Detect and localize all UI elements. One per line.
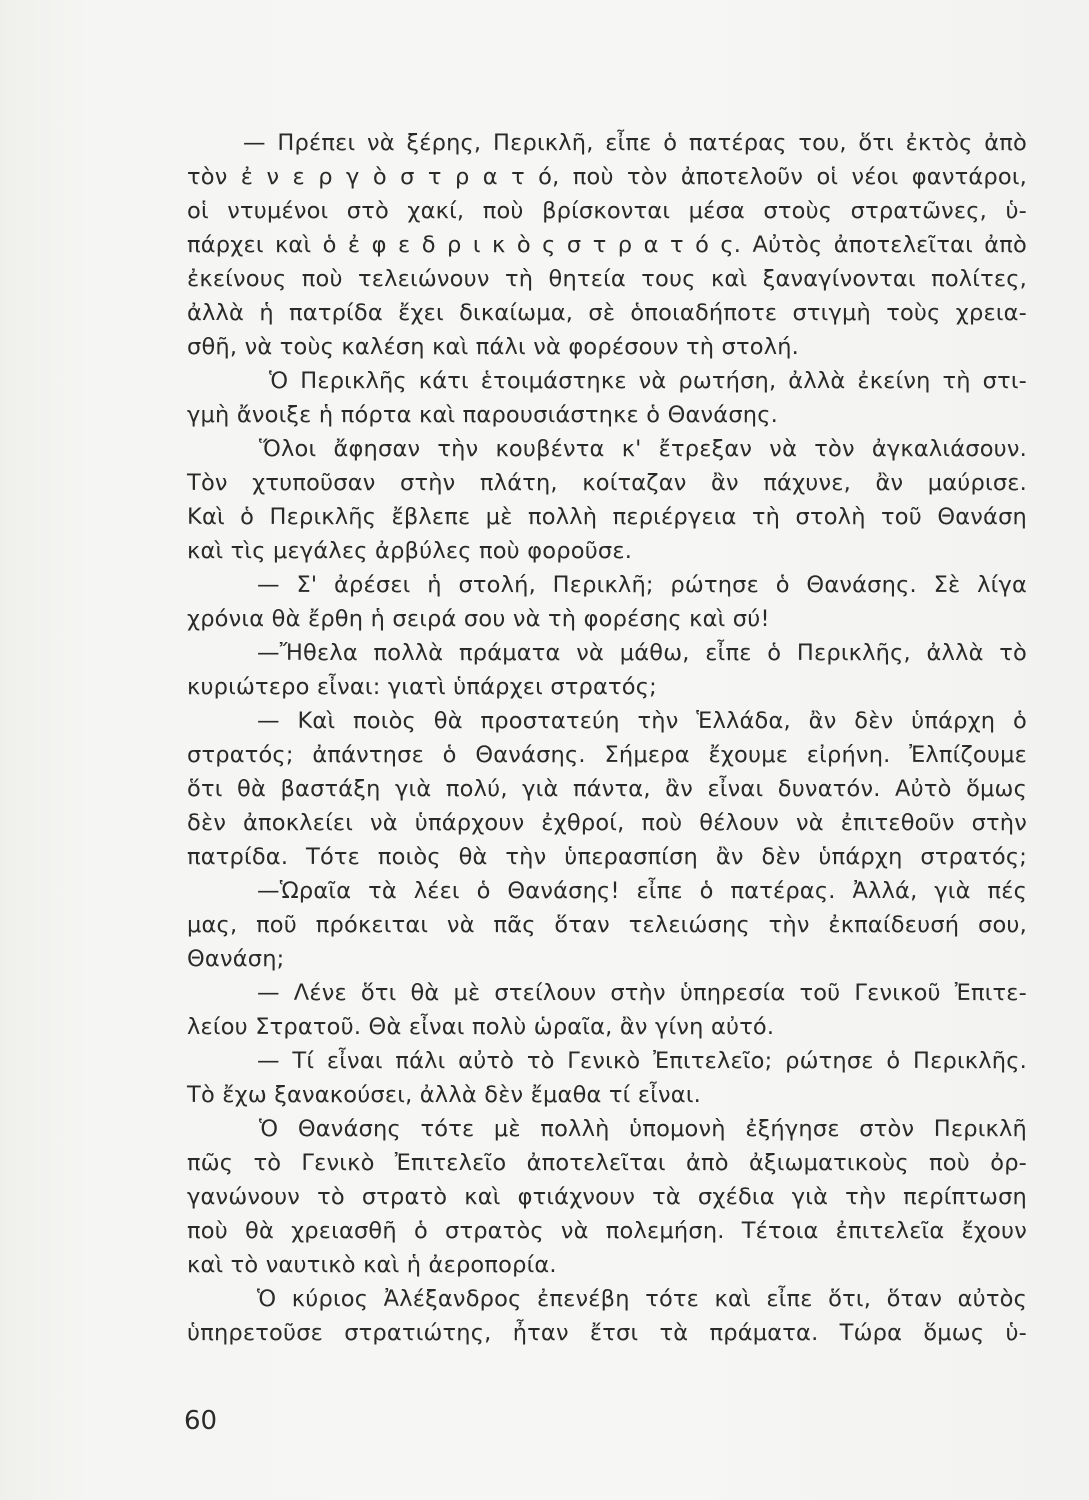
text-line: — Τί εἶναι πάλι αὐτὸ τὸ Γενικὸ Ἐπιτελεῖο; ρώτησε ὁ Περικλῆς. (257, 1048, 1027, 1074)
text-line: — Πρέπει νὰ ξέρης, Περικλῆ, εἶπε ὁ πατέρας του, ὅτι ἐκτὸς ἀπὸ (243, 130, 1027, 156)
text-line: Ὅλοι ἄφησαν τὴν κουβέντα κ' ἔτρεξαν νὰ τὸν ἀγκαλιάσουν. (259, 436, 1027, 462)
text-line: — Λένε ὅτι θὰ μὲ στείλουν στὴν ὑπηρεσία τοῦ Γενικοῦ Ἐπιτε- (257, 980, 1027, 1006)
text-line: καὶ τὸ ναυτικὸ καὶ ἡ ἀεροπορία. (187, 1252, 557, 1278)
text-line: ποὺ θὰ χρειασθῆ ὁ στρατὸς νὰ πολεμήση. Τέτοια ἐπιτελεῖα ἔχουν (187, 1218, 1027, 1244)
text-line: Τὸν χτυποῦσαν στὴν πλάτη, κοίταζαν ἂν πάχυνε, ἂν μαύρισε. (187, 470, 1027, 496)
text-line: κυριώτερο εἶναι: γιατὶ ὑπάρχει στρατός; (187, 674, 657, 700)
text-line: Ὁ Θανάσης τότε μὲ πολλὴ ὑπομονὴ ἐξήγησε στὸν Περικλῆ (259, 1116, 1027, 1142)
text-line: γμὴ ἄνοιξε ἡ πόρτα καὶ παρουσιάστηκε ὁ Θανάσης. (187, 402, 779, 428)
text-line: πατρίδα. Τότε ποιὸς θὰ τὴν ὑπερασπίση ἂν δὲν ὑπάρχη στρατός; (187, 844, 1027, 870)
text-line: —Ἤθελα πολλὰ πράματα νὰ μάθω, εἶπε ὁ Περικλῆς, ἀλλὰ τὸ (257, 640, 1027, 666)
text-line: γανώνουν τὸ στρατὸ καὶ φτιάχνουν τὰ σχέδια γιὰ τὴν περίπτωση (187, 1184, 1027, 1210)
text-line: πῶς τὸ Γενικὸ Ἐπιτελεῖο ἀποτελεῖται ἀπὸ ἀξιωματικοὺς ποὺ ὀρ- (187, 1150, 1027, 1176)
text-line: — Καὶ ποιὸς θὰ προστατεύη τὴν Ἑλλάδα, ἂν δὲν ὑπάρχη ὁ (257, 708, 1027, 734)
text-line: ἐκείνους ποὺ τελειώνουν τὴ θητεία τους καὶ ξαναγίνονται πολίτες, (187, 266, 1027, 292)
text-line: ὅτι θὰ βαστάξη γιὰ πολύ, γιὰ πάντα, ἂν εἶναι δυνατόν. Αὐτὸ ὅμως (187, 776, 1027, 802)
text-line: λείου Στρατοῦ. Θὰ εἶναι πολὺ ὡραῖα, ἂν γίνη αὐτό. (187, 1014, 775, 1040)
text-line: Θανάση; (187, 946, 285, 972)
text-line: μας, ποῦ πρόκειται νὰ πᾶς ὅταν τελειώσης τὴν ἐκπαίδευσή σου, (187, 912, 1027, 938)
text-line: ἀλλὰ ἡ πατρίδα ἔχει δικαίωμα, σὲ ὁποιαδήποτε στιγμὴ τοὺς χρεια- (187, 300, 1027, 326)
text-line: οἱ ντυμένοι στὸ χακί, ποὺ βρίσκονται μέσα στοὺς στρατῶνες, ὑ- (187, 198, 1027, 224)
text-line: στρατός; ἀπάντησε ὁ Θανάσης. Σήμερα ἔχουμε εἰρήνη. Ἐλπίζουμε (187, 742, 1027, 768)
text-line: Ὁ κύριος Ἀλέξανδρος ἐπενέβη τότε καὶ εἶπε ὅτι, ὅταν αὐτὸς (257, 1286, 1027, 1312)
text-line: τὸν ἐ ν ε ρ γ ὸ σ τ ρ α τ ό, ποὺ τὸν ἀποτελοῦν οἱ νέοι φαντάροι, (187, 164, 1027, 190)
page-number: 60 (184, 1406, 218, 1436)
text-line: Τὸ ἔχω ξανακούσει, ἀλλὰ δὲν ἔμαθα τί εἶναι. (187, 1082, 701, 1108)
text-line: —Ὡραῖα τὰ λέει ὁ Θανάσης! εἶπε ὁ πατέρας. Ἀλλά, γιὰ πές (257, 878, 1027, 904)
text-line: χρόνια θὰ ἔρθη ἡ σειρά σου νὰ τὴ φορέσης καὶ σύ! (187, 606, 770, 632)
text-line: καὶ τὶς μεγάλες ἀρβύλες ποὺ φοροῦσε. (187, 538, 633, 564)
text-line: σθῆ, νὰ τοὺς καλέση καὶ πάλι νὰ φορέσουν τὴ στολή. (187, 334, 800, 360)
text-line: ὑπηρετοῦσε στρατιώτης, ἦταν ἔτσι τὰ πράματα. Τώρα ὅμως ὑ- (187, 1320, 1027, 1346)
text-line: δὲν ἀποκλείει νὰ ὑπάρχουν ἐχθροί, ποὺ θέλουν νὰ ἐπιτεθοῦν στὴν (187, 810, 1027, 836)
text-line: — Σ' ἀρέσει ἡ στολή, Περικλῆ; ρώτησε ὁ Θανάσης. Σὲ λίγα (257, 572, 1027, 598)
text-line: πάρχει καὶ ὁ ἐ φ ε δ ρ ι κ ὸ ς σ τ ρ α τ ό ς. Αὐτὸς ἀποτελεῖται ἀπὸ (187, 232, 1027, 258)
text-line: Καὶ ὁ Περικλῆς ἔβλεπε μὲ πολλὴ περιέργεια τὴ στολὴ τοῦ Θανάση (187, 504, 1027, 530)
text-line: Ὁ Περικλῆς κάτι ἑτοιμάστηκε νὰ ρωτήση, ἀλλὰ ἐκείνη τὴ στι- (269, 368, 1027, 394)
